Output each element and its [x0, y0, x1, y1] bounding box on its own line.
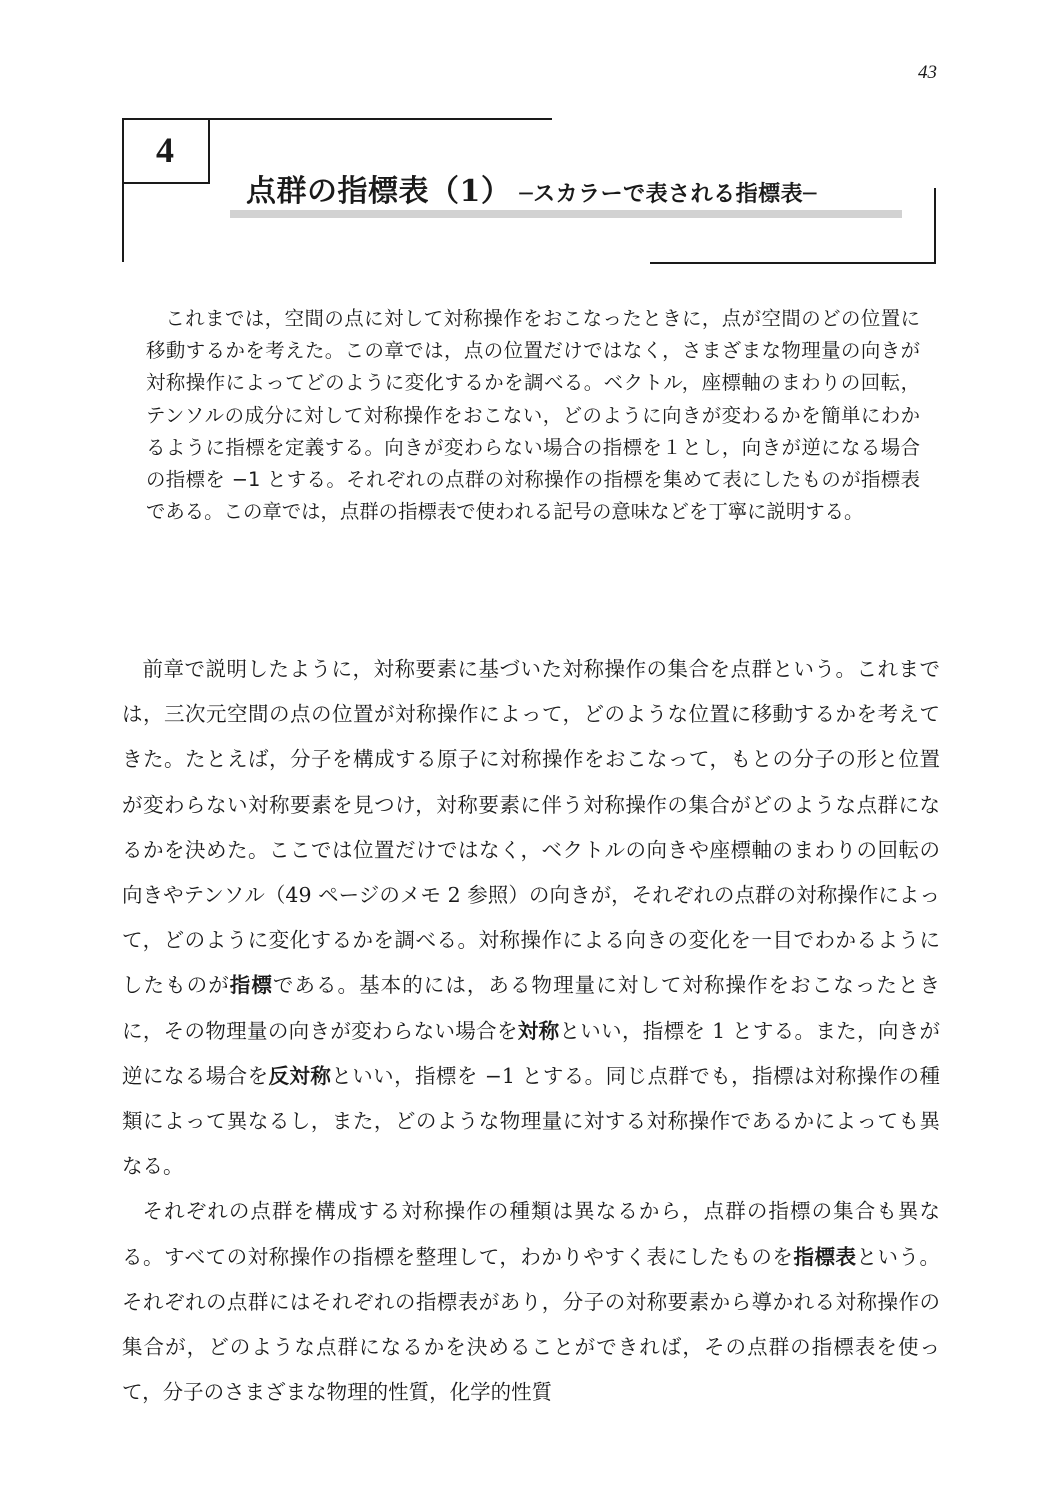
text-run: といい，指標を −1 とする。同じ点群でも，指標は対称操作の種類によって異なるし，また，どのような物理量に対する対称操作であるかによっても異なる。: [122, 1063, 941, 1179]
header-frame-right-line: [934, 188, 936, 264]
chapter-subtitle: ─スカラーで表される指標表─: [519, 182, 817, 207]
term-hantaishou: 反対称: [268, 1063, 332, 1088]
term-shihyouhyou: 指標表: [793, 1244, 857, 1269]
body-paragraph-1: [122, 647, 940, 1189]
text-run: それぞれの点群を構成する対称操作の種類は異なるから，点群の指標の集合も異なる。すべての対称操作の指標を整理して，わかりやすく表にしたものを: [122, 1199, 940, 1269]
term-taishou: 対称: [517, 1018, 560, 1043]
chapter-title-text: 点群の指標表（1）: [246, 174, 512, 209]
chapter-abstract: [146, 303, 920, 528]
page-number: 43: [918, 62, 937, 83]
text-run: 前章で説明したように，対称要素に基づいた対称操作の集合を点群という。これまでは，三次元空間の点の位置が対称操作によって，どのような位置に移動するかを考えてきた。たとえば，分子を構成する原子に対称操作をおこなって，もとの分子の形と位置が変わらない対称要素を見つけ，対称要素に伴う対称操作の集合がどのような点群になるかを決めた。ここでは位置だけではなく，ベクトルの向きや座標軸のまわりの回転の向きやテンソル（49 ページのメモ 2 参照）の向きが，それぞれの点群の対称操作によって，どのように変化するかを調べる。対称操作による向きの変化を一目でわかるようにしたものが: [122, 657, 940, 998]
body-text: [122, 647, 940, 1415]
body-paragraph-2: [122, 1189, 940, 1415]
chapter-title: [246, 166, 817, 210]
title-underline: [230, 210, 902, 218]
text-run: といい，指標を 1 とする。また，向きが逆になる場合を: [122, 1018, 941, 1088]
term-shihyou: 指標: [229, 973, 273, 998]
text-run: である。基本的には，ある物理量に対して対称操作をおこなったときに，その物理量の向きが変わらない場合を: [122, 973, 941, 1043]
text-run: という。それぞれの点群にはそれぞれの指標表があり，分子の対称要素から導かれる対称操作の集合が，どのような点群になるかを決めることができれば，その点群の指標表を使って，分子のさまざまな物理的性質，化学的性質: [122, 1244, 941, 1405]
chapter-number: 4: [122, 118, 210, 184]
abstract-paragraph: これまでは，空間の点に対して対称操作をおこなったときに，点が空間のどの位置に移動するかを考えた。この章では，点の位置だけではなく，さまざまな物理量の向きが対称操作によってどのように変化するかを調べる。ベクトル，座標軸のまわりの回転，テンソルの成分に対して対称操作をおこない，どのように向きが変わるかを簡単にわかるように指標を定義する。向きが変わらない場合の指標を１とし，向きが逆になる場合の指標を −1 とする。それぞれの点群の対称操作の指標を集めて表にしたものが指標表である。この章では，点群の指標表で使われる記号の意味などを丁寧に説明する。: [146, 307, 920, 524]
header-frame-bottom-line: [650, 262, 936, 264]
